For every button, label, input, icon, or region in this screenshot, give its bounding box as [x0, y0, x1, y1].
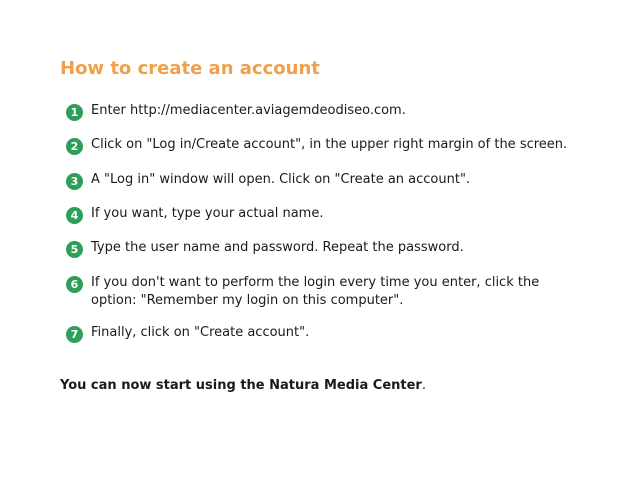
step-text: Click on "Log in/Create account", in the upper right margin of the screen.: [91, 137, 568, 152]
step-text: If you don't want to perform the login every time you enter, click the option: "Remember my login on this computer".: [91, 275, 540, 308]
closing-statement: [60, 378, 426, 393]
step-number-badge: 5: [66, 241, 83, 258]
step-number-badge: 4: [66, 207, 83, 224]
step-text: If you want, type your actual name.: [91, 206, 324, 221]
step-number-badge: 7: [66, 326, 83, 343]
closing-statement-text: You can now start using the Natura Media Center: [60, 378, 422, 393]
step-number-badge: 1: [66, 104, 83, 121]
step-text: Enter http://mediacenter.aviagemdeodiseo.com.: [91, 103, 406, 118]
step-number-badge: 6: [66, 276, 83, 293]
step-number-badge: 3: [66, 173, 83, 190]
page-title: How to create an account: [60, 58, 320, 79]
step-number-badge: 2: [66, 138, 83, 155]
step-text: Finally, click on "Create account".: [91, 325, 310, 340]
step-text: A "Log in" window will open. Click on "Create an account".: [91, 172, 471, 187]
step-text: Type the user name and password. Repeat the password.: [91, 240, 464, 255]
closing-statement-period: .: [421, 378, 426, 393]
